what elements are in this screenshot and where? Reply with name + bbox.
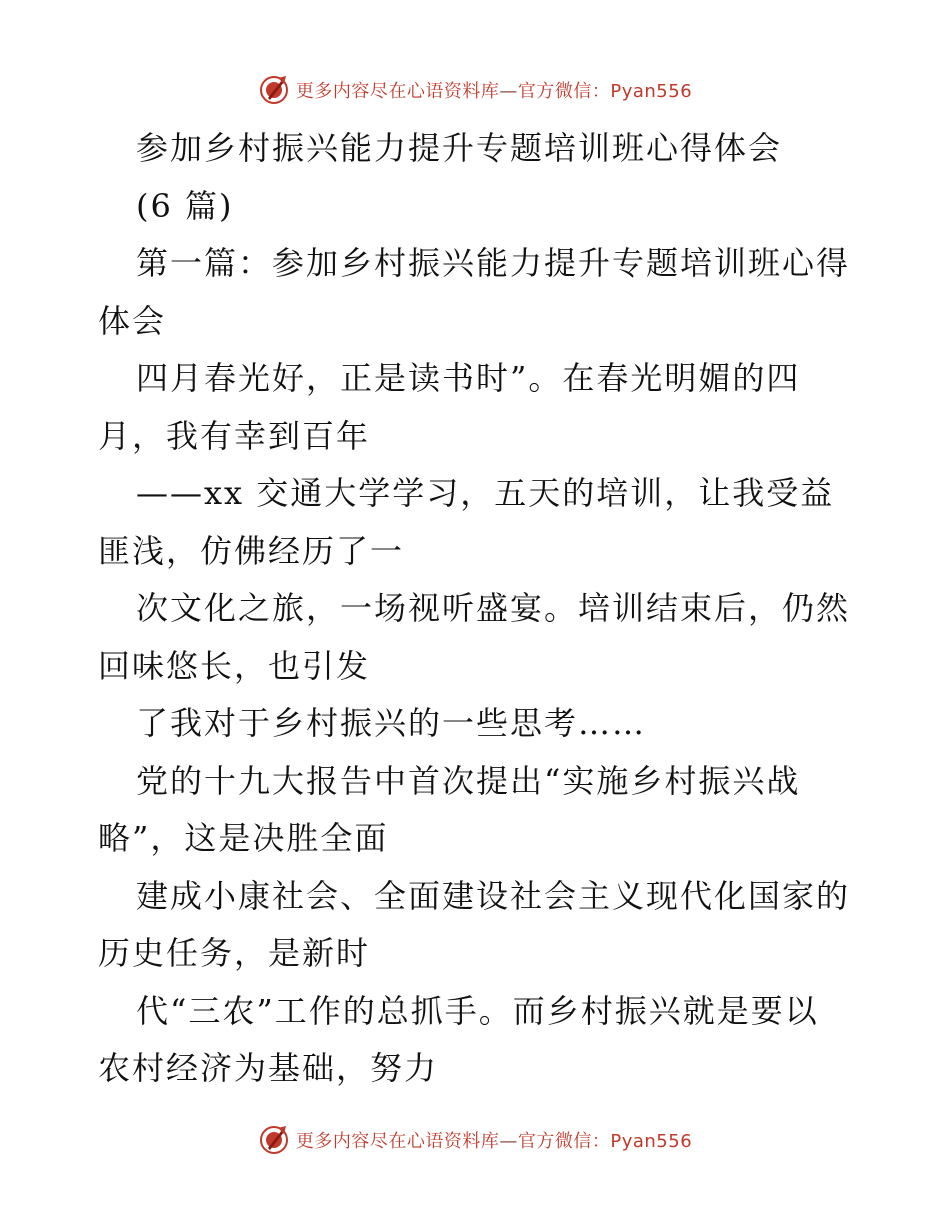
header-banner-text [296,77,692,103]
page-header [0,70,950,110]
quill-logo-icon [258,1124,290,1156]
paragraph-line: 次文化之旅，一场视听盛宴。培训结束后，仍然 [136,589,851,627]
paragraph-line: 历史任务，是新时 [98,934,371,972]
section-heading-line-1: 第一篇：参加乡村振兴能力提升专题培训班心得 [136,244,851,282]
doc-title-line-2: (6 篇) [136,186,234,225]
document-body [98,120,858,1098]
footer-banner [258,1124,692,1156]
paragraph-line: 建成小康社会、全面建设社会主义现代化国家的 [136,876,851,915]
paragraph-line: 略”，这是决胜全面 [98,819,389,857]
paragraph-line: 党的十九大报告中首次提出“实施乡村振兴战 [136,761,801,800]
paragraph-line: 农村经济为基础，努力 [98,1049,439,1087]
header-banner [258,74,692,106]
footer-banner-text [296,1127,692,1153]
header-site-name: 更多内容尽在心语资料库 [295,81,500,102]
section-heading-line-2: 体会 [98,301,167,340]
header-wechat: 官方微信：Pyan556 [517,81,693,102]
quill-logo-icon [258,74,290,106]
paragraph-line: 匪浅，仿佛经历了一 [98,531,405,570]
paragraph-line: 代“三农”工作的总抓手。而乡村振兴就是要以 [136,991,819,1030]
paragraph-line: 四月春光好，正是读书时”。在春光明媚的四 [136,359,801,397]
header-separator: — [499,81,518,102]
paragraph-line: 月，我有幸到百年 [98,416,371,455]
page-footer [0,1120,950,1160]
footer-site-name: 更多内容尽在心语资料库 [295,1131,500,1152]
paragraph-line: 了我对于乡村振兴的一些思考…… [136,704,647,742]
doc-title-line-1: 参加乡村振兴能力提升专题培训班心得体会 [136,129,783,167]
footer-wechat: 官方微信：Pyan556 [517,1131,693,1152]
footer-separator: — [499,1131,518,1152]
paragraph-line: 回味悠长，也引发 [98,646,371,685]
paragraph-line: ——xx 交通大学学习，五天的培训，让我受益 [136,474,835,512]
